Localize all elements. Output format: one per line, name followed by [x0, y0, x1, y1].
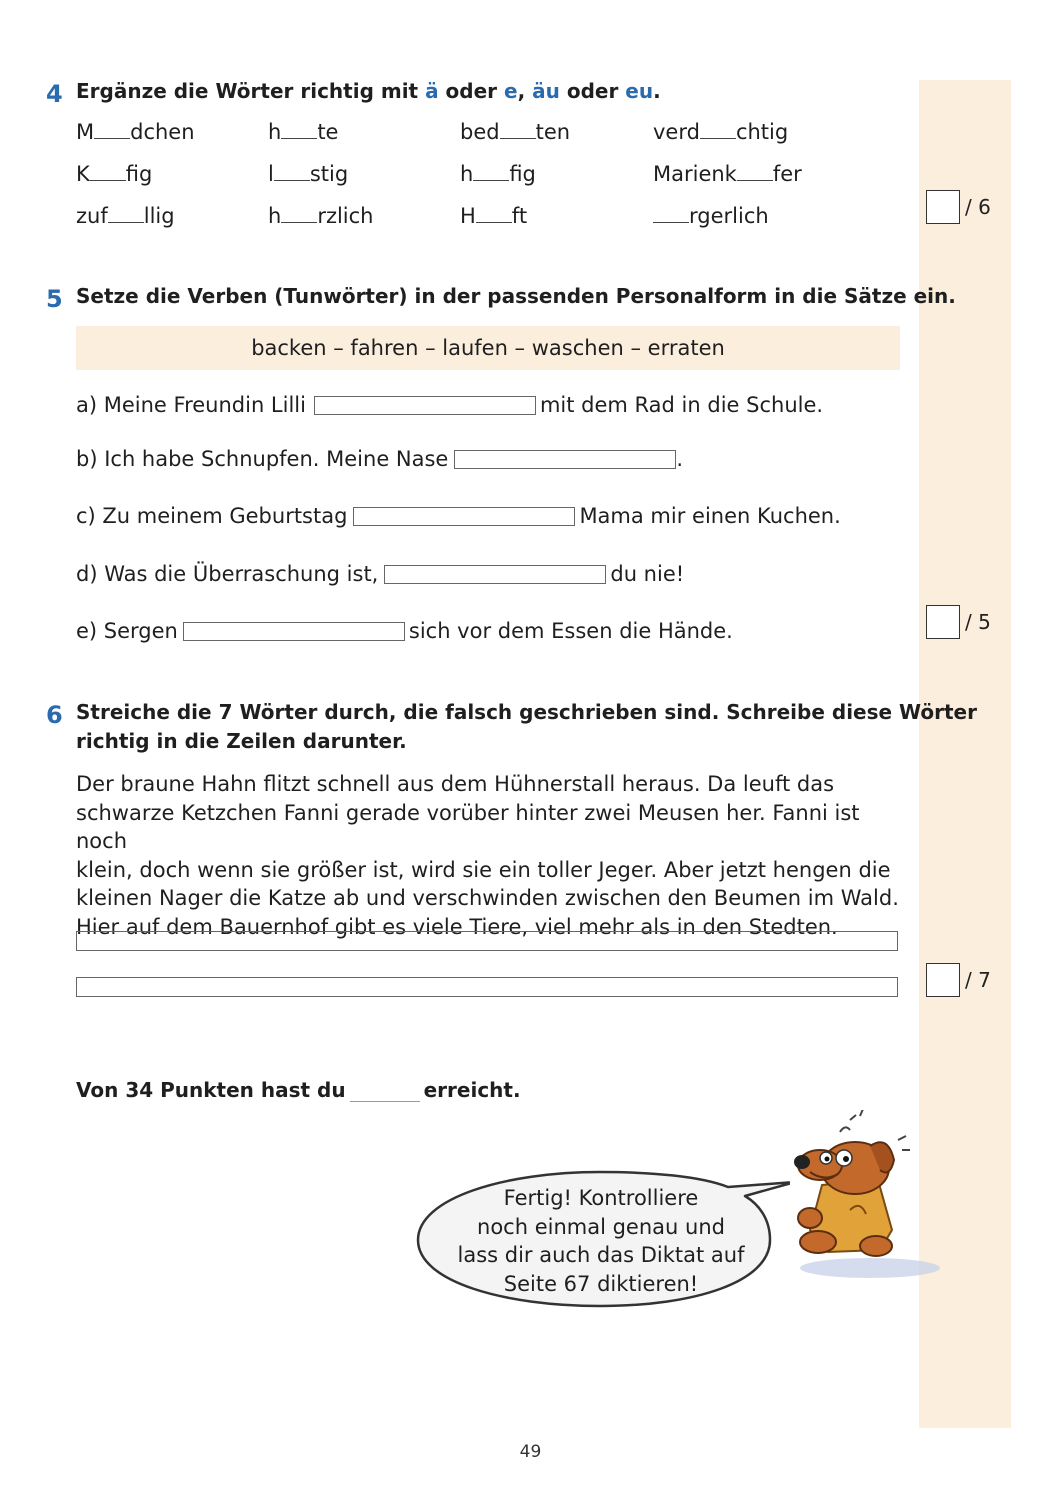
gap-word: l stig — [268, 162, 349, 186]
score-box-task-6 — [926, 963, 991, 997]
gap-word: h rzlich — [268, 204, 374, 228]
fill-gap[interactable] — [108, 204, 144, 223]
fill-gap[interactable] — [274, 162, 310, 181]
gap-word: K fig — [76, 162, 153, 186]
verb-list: backen – fahren – laufen – waschen – erraten — [76, 326, 900, 370]
score-input[interactable] — [926, 605, 960, 639]
sentence-b: b) Ich habe Schnupfen. Meine Nase . — [76, 447, 684, 471]
task-4-title: Ergänze die Wörter richtig mit ä oder e, äu oder eu. — [76, 79, 661, 103]
text-line: kleinen Nager die Katze ab und verschwinden zwischen den Beumen im Wald. — [76, 886, 899, 910]
answer-field[interactable] — [353, 507, 575, 526]
fill-gap[interactable] — [500, 120, 536, 139]
task-5-title: Setze die Verben (Tunwörter) in der passenden Personalform in die Sätze ein. — [76, 284, 956, 308]
score-max: / 7 — [965, 968, 991, 992]
gap-word: bed ten — [460, 120, 571, 144]
dog-illustration — [780, 1110, 945, 1290]
fill-gap[interactable] — [94, 120, 130, 139]
score-max: / 5 — [965, 610, 991, 634]
score-input[interactable] — [926, 963, 960, 997]
gap-word: rgerlich — [653, 204, 769, 228]
sentence-e: e) Sergen sich vor dem Essen die Hände. — [76, 619, 733, 643]
task-6-title: Streiche die 7 Wörter durch, die falsch geschrieben sind. Schreibe diese Wörter richtig in die Zeilen darunter. — [76, 700, 977, 753]
gap-word: Marienk fer — [653, 162, 802, 186]
fill-gap[interactable] — [90, 162, 126, 181]
score-max: / 6 — [965, 195, 991, 219]
score-box-task-5 — [926, 605, 991, 639]
answer-field[interactable] — [454, 450, 676, 469]
text-line: Hier auf dem Bauernhof gibt es viele Tiere, viel mehr als in den Stedten. — [76, 914, 838, 939]
error-text — [76, 770, 906, 941]
fill-gap[interactable] — [281, 120, 317, 139]
writing-line-1[interactable] — [76, 931, 898, 951]
answer-field[interactable] — [314, 396, 536, 415]
answer-field[interactable] — [384, 565, 606, 584]
sentence-a: a) Meine Freundin Lilli mit dem Rad in die Schule. — [76, 393, 824, 417]
answer-field[interactable] — [183, 622, 405, 641]
bubble-text: Fertig! Kontrolliere noch einmal genau und lass dir auch das Diktat auf Seite 67 diktieren! — [457, 1186, 745, 1296]
fill-gap[interactable] — [473, 162, 509, 181]
points-blank[interactable] — [350, 1079, 420, 1102]
points-summary: Von 34 Punkten hast du erreicht. — [76, 1078, 521, 1102]
gap-word: verd chtig — [653, 120, 789, 144]
gap-word: h te — [268, 120, 339, 144]
text-line: Der braune Hahn flitzt schnell aus dem Hühnerstall heraus. Da leuft das — [76, 772, 835, 796]
task-5-number: 5 — [46, 285, 63, 313]
score-box-task-4 — [926, 190, 991, 224]
text-line: klein, doch wenn sie größer ist, wird sie ein toller Jeger. Aber jetzt hengen die — [76, 857, 891, 882]
fill-gap[interactable] — [476, 204, 512, 223]
gap-word: M dchen — [76, 120, 195, 144]
fill-gap[interactable] — [281, 204, 317, 223]
score-input[interactable] — [926, 190, 960, 224]
fill-gap[interactable] — [700, 120, 736, 139]
sentence-d: d) Was die Überraschung ist, du nie! — [76, 562, 685, 586]
gap-word: zuf llig — [76, 204, 175, 228]
page-number: 49 — [519, 1442, 542, 1462]
task-6-number: 6 — [46, 701, 63, 729]
gap-word: H ft — [460, 204, 528, 228]
task-4-number: 4 — [46, 80, 63, 108]
fill-gap[interactable] — [653, 204, 689, 223]
writing-line-2[interactable] — [76, 977, 898, 997]
gap-word: h fig — [460, 162, 536, 186]
sentence-c: c) Zu meinem Geburtstag Mama mir einen Kuchen. — [76, 504, 841, 528]
text-line: schwarze Ketzchen Fanni gerade vorüber hinter zwei Meusen her. Fanni ist noch — [76, 800, 860, 853]
fill-gap[interactable] — [737, 162, 773, 181]
